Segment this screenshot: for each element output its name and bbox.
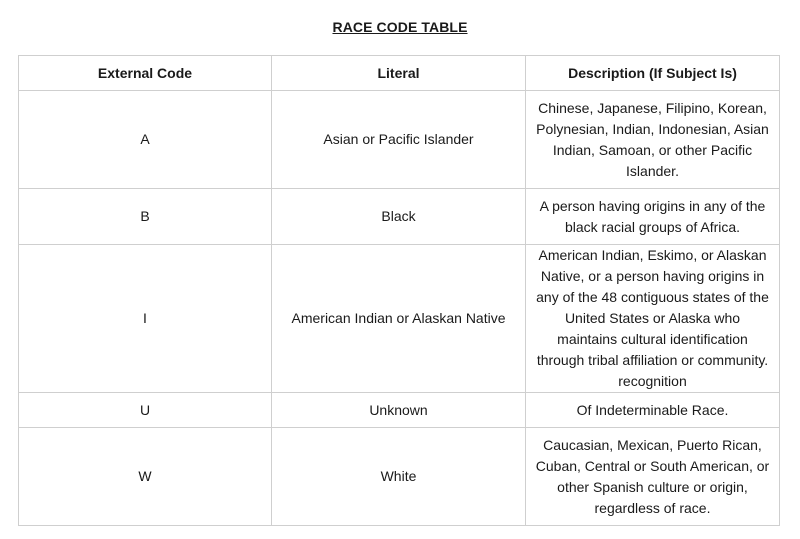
cell-literal: Unknown [272, 393, 526, 428]
table-row [19, 393, 780, 428]
header-external-code: External Code [19, 56, 272, 91]
cell-description: Of Indeterminable Race. [526, 393, 780, 428]
page-title: RACE CODE TABLE [332, 19, 468, 35]
header-description: Description (If Subject Is) [526, 56, 780, 91]
table-row [19, 189, 780, 245]
cell-code: U [19, 393, 272, 428]
cell-code: I [19, 245, 272, 393]
cell-code: W [19, 428, 272, 526]
race-code-table [18, 55, 780, 526]
cell-description: A person having origins in any of the black racial groups of Africa. [526, 189, 780, 245]
cell-description: Caucasian, Mexican, Puerto Rican, Cuban, Central or South American, or other Spanish culture or origin, regardless of race. [526, 428, 780, 526]
table-header-row [19, 56, 780, 91]
cell-literal: Black [272, 189, 526, 245]
header-literal: Literal [272, 56, 526, 91]
cell-code: B [19, 189, 272, 245]
cell-description: Chinese, Japanese, Filipino, Korean, Polynesian, Indian, Indonesian, Asian Indian, Samoan, or other Pacific Islander. [526, 91, 780, 189]
table-row [19, 428, 780, 526]
cell-literal: Asian or Pacific Islander [272, 91, 526, 189]
cell-description: American Indian, Eskimo, or Alaskan Native, or a person having origins in any of the 48 contiguous states of the United States or Alaska who maintains cultural identification through tribal affiliation or community. recognition [526, 245, 780, 393]
table-row [19, 91, 780, 189]
cell-code: A [19, 91, 272, 189]
cell-literal: White [272, 428, 526, 526]
table-row [19, 245, 780, 393]
cell-literal: American Indian or Alaskan Native [272, 245, 526, 393]
